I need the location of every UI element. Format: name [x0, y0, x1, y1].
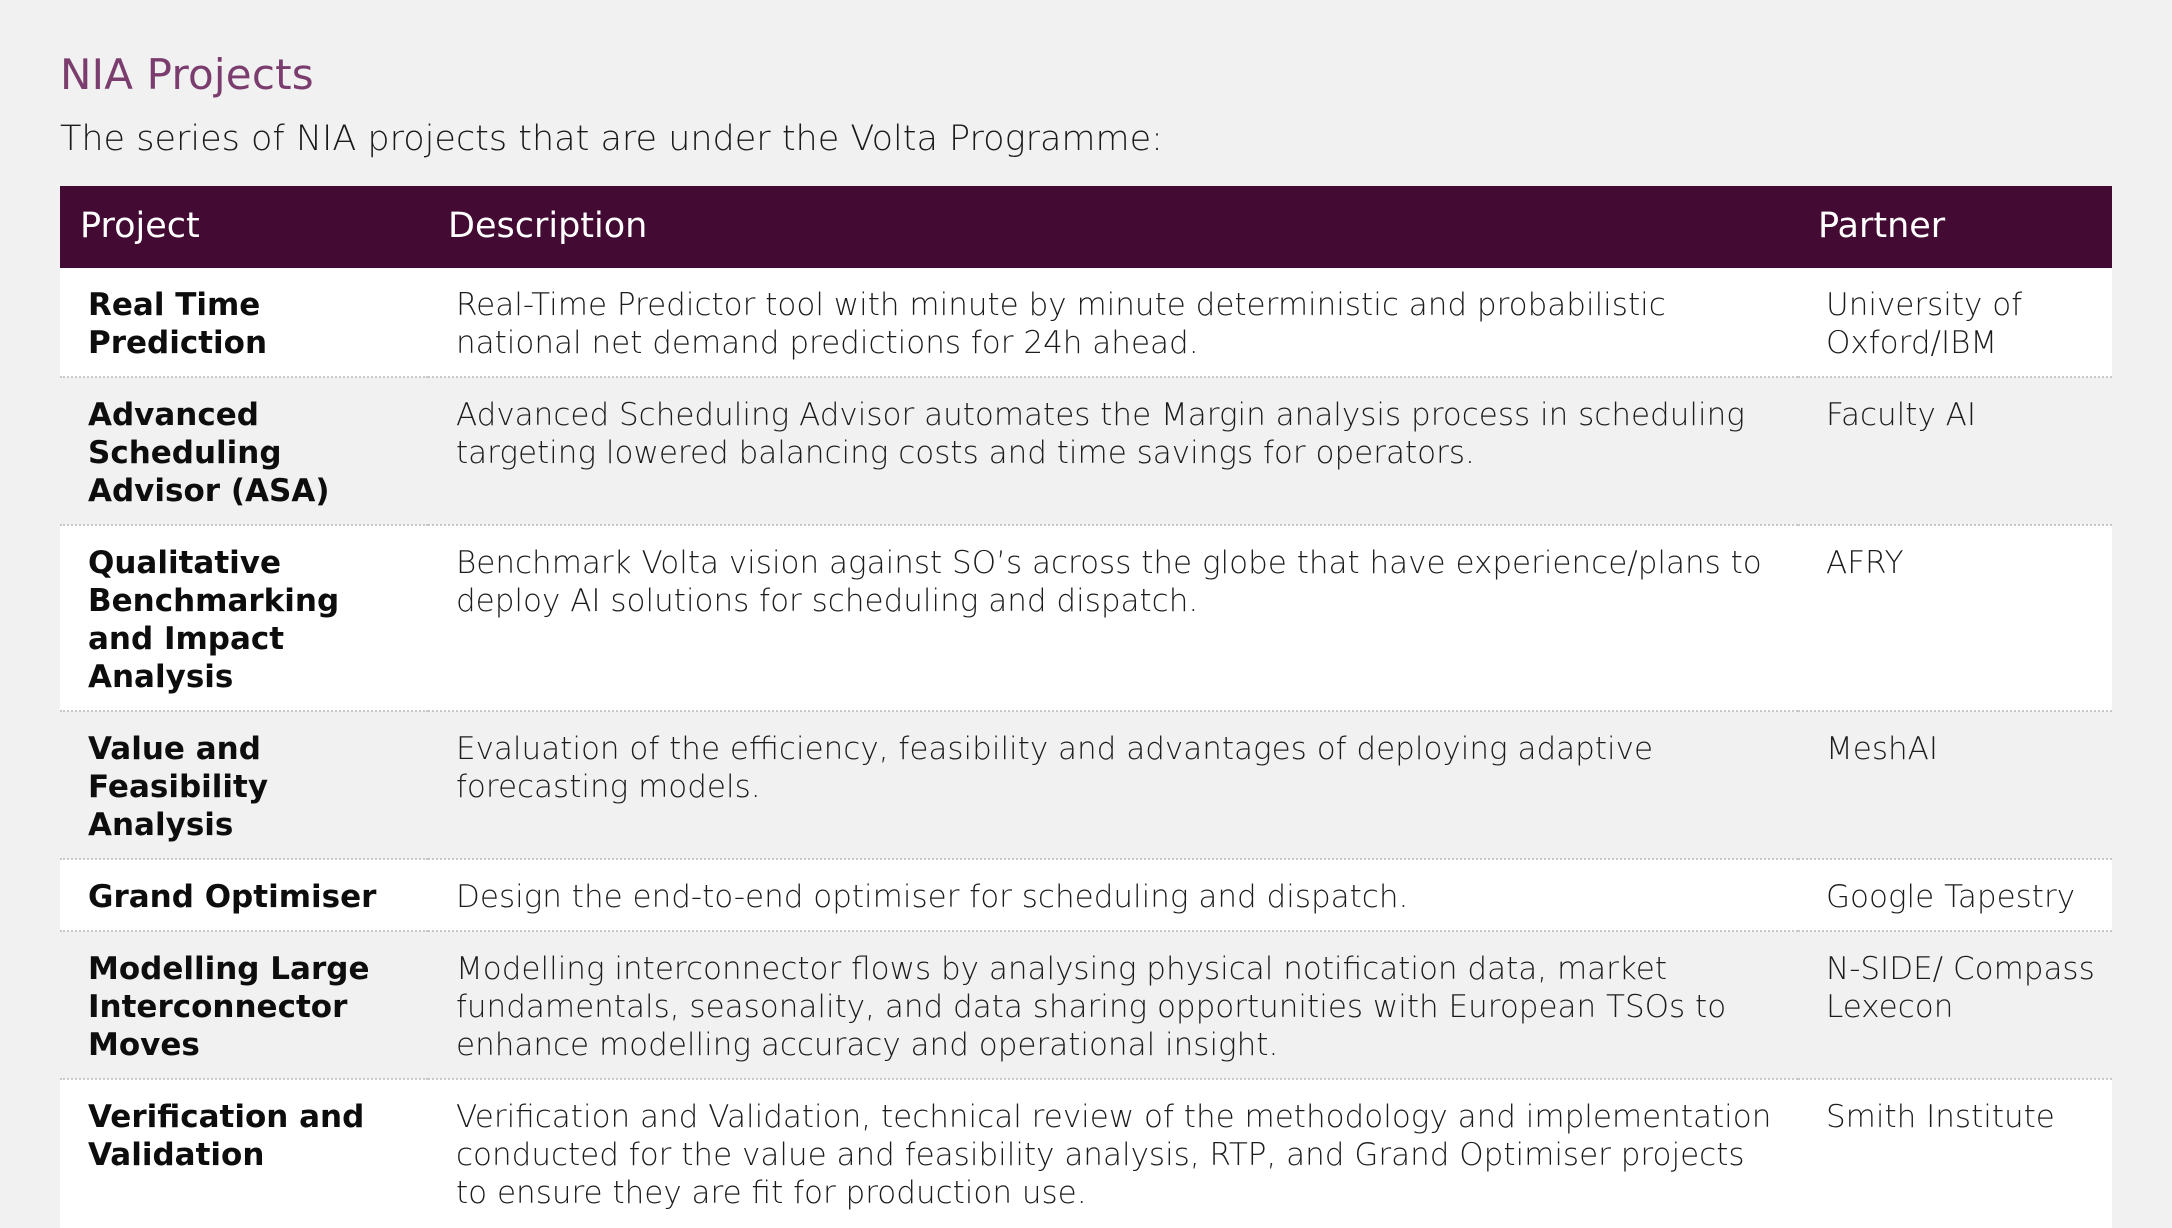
- project-name-cell: Advanced Scheduling Advisor (ASA): [60, 377, 428, 525]
- project-name-cell: Modelling Large Interconnector Moves: [60, 931, 428, 1079]
- partner-cell: University of Oxford/IBM: [1798, 268, 2112, 377]
- description-cell: Advanced Scheduling Advisor automates the Margin analysis process in scheduling targeting lowered balancing costs and time savings for operators.: [428, 377, 1798, 525]
- partner-cell: Faculty AI: [1798, 377, 2112, 525]
- partner-cell: N-SIDE/ Compass Lexecon: [1798, 931, 2112, 1079]
- table-row: [60, 931, 2112, 1079]
- table-row: [60, 711, 2112, 859]
- column-header-description: Description: [428, 186, 1798, 268]
- partner-cell: Smith Institute: [1798, 1079, 2112, 1228]
- description-cell: Modelling interconnector flows by analysing physical notification data, market fundamentals, seasonality, and data sharing opportunities with European TSOs to enhance modelling accuracy and operational insight.: [428, 931, 1798, 1079]
- table-body: [60, 268, 2112, 1228]
- table-row: [60, 525, 2112, 711]
- table-header: [60, 186, 2112, 268]
- table-row: [60, 377, 2112, 525]
- page-content: [60, 44, 2112, 1228]
- project-name-cell: Verification and Validation: [60, 1079, 428, 1228]
- description-cell: Real-Time Predictor tool with minute by minute deterministic and probabilistic national net demand predictions for 24h ahead.: [428, 268, 1798, 377]
- partner-cell: AFRY: [1798, 525, 2112, 711]
- partner-cell: MeshAI: [1798, 711, 2112, 859]
- project-name-cell: Grand Optimiser: [60, 859, 428, 931]
- project-name-cell: Real Time Prediction: [60, 268, 428, 377]
- description-cell: Design the end-to-end optimiser for scheduling and dispatch.: [428, 859, 1798, 931]
- table-row: [60, 268, 2112, 377]
- projects-table: [60, 186, 2112, 1228]
- partner-cell: Google Tapestry: [1798, 859, 2112, 931]
- project-name-cell: Value and Feasibility Analysis: [60, 711, 428, 859]
- description-cell: Benchmark Volta vision against SO’s across the globe that have experience/plans to deploy AI solutions for scheduling and dispatch.: [428, 525, 1798, 711]
- page-title: NIA Projects: [60, 50, 314, 99]
- page-subtitle: The series of NIA projects that are under the Volta Programme:: [60, 119, 1163, 159]
- column-header-partner: Partner: [1798, 186, 2112, 268]
- table-row: [60, 859, 2112, 931]
- table-row: [60, 1079, 2112, 1228]
- description-cell: Verification and Validation, technical review of the methodology and implementation conducted for the value and feasibility analysis, RTP, and Grand Optimiser projects to ensure they are fit for production use.: [428, 1079, 1798, 1228]
- table-header-row: [60, 186, 2112, 268]
- column-header-project: Project: [60, 186, 428, 268]
- project-name-cell: Qualitative Benchmarking and Impact Analysis: [60, 525, 428, 711]
- description-cell: Evaluation of the efficiency, feasibility and advantages of deploying adaptive forecasting models.: [428, 711, 1798, 859]
